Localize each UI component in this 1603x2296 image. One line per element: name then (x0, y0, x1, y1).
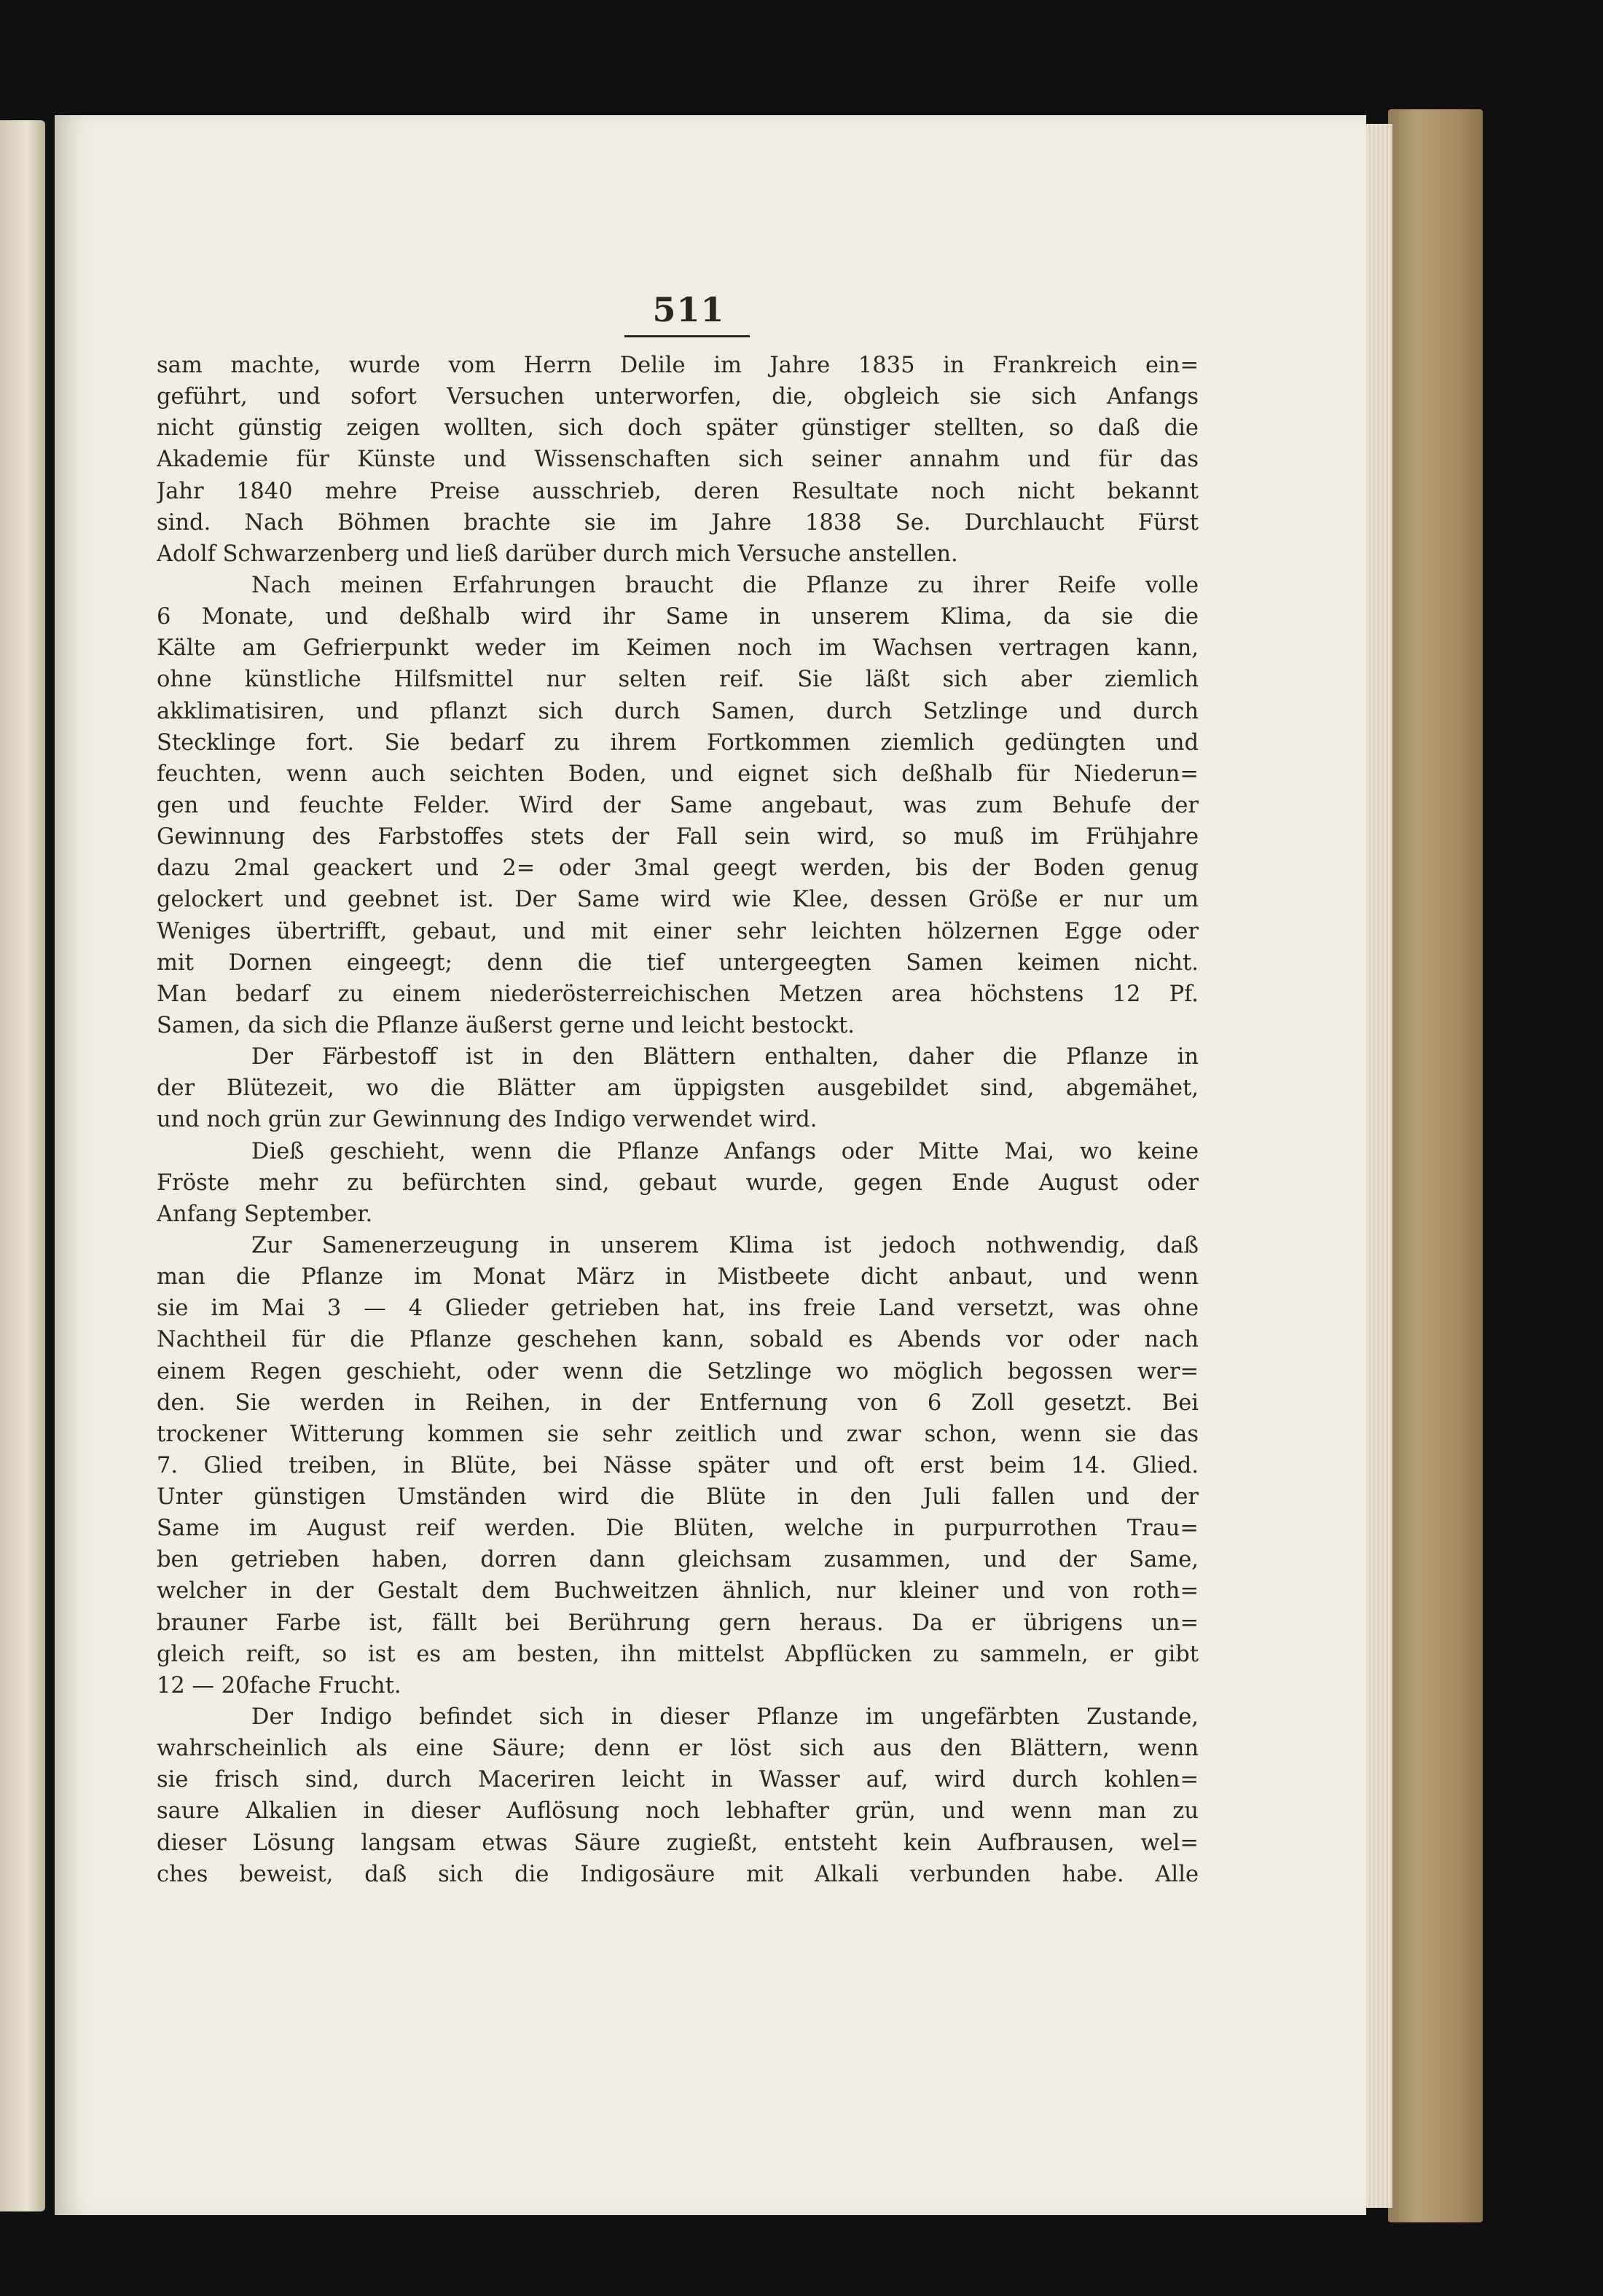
text-line: trockener Witterung kommen sie sehr zeitlich und zwar schon, wenn sie das (157, 1421, 1199, 1447)
text-line: Gewinnung des Farbstoffes stets der Fall sein wird, so muß im Frühjahre (157, 824, 1199, 850)
page-number-rule (624, 335, 750, 337)
page-number: 511 (652, 290, 725, 329)
text-line: sind. Nach Böhmen brachte sie im Jahre 1838 Se. Durchlaucht Fürst (157, 509, 1199, 536)
text-line: akklimatisiren, und pflanzt sich durch Samen, durch Setzlinge und durch (157, 698, 1199, 724)
book-page (55, 115, 1366, 2215)
text-line: gelockert und geebnet ist. Der Same wird wie Klee, dessen Größe er nur um (157, 887, 1199, 913)
text-line: Anfang September. (157, 1201, 373, 1227)
text-line: gleich reift, so ist es am besten, ihn mittelst Abpflücken zu sammeln, er gibt (157, 1641, 1199, 1667)
text-line: Der Indigo befindet sich in dieser Pflanze im ungefärbten Zustande, (251, 1704, 1199, 1731)
text-line: 12 — 20fache Frucht. (157, 1672, 401, 1699)
text-line: ben getrieben haben, dorren dann gleichsam zusammen, und der Same, (157, 1547, 1199, 1573)
text-line: sam machte, wurde vom Herrn Delile im Jahre 1835 in Frankreich ein= (157, 353, 1199, 378)
text-line: man die Pflanze im Monat März in Mistbeete dicht anbaut, und wenn (157, 1264, 1199, 1290)
text-line: den. Sie werden in Reihen, in der Entfernung von 6 Zoll gesetzt. Bei (157, 1390, 1199, 1416)
text-line: geführt, und sofort Versuchen unterworfen, die, obgleich sie sich Anfangs (157, 384, 1199, 410)
text-line: sie im Mai 3 — 4 Glieder getrieben hat, ins freie Land versetzt, was ohne (157, 1296, 1199, 1322)
text-line: Jahr 1840 mehre Preise ausschrieb, deren Resultate noch nicht bekannt (157, 478, 1199, 504)
text-line: dazu 2mal geackert und 2= oder 3mal geegt werden, bis der Boden genug (157, 855, 1199, 882)
text-line: Stecklinge fort. Sie bedarf zu ihrem Fortkommen ziemlich gedüngten und (157, 729, 1199, 756)
text-line: 7. Glied treiben, in Blüte, bei Nässe später und oft erst beim 14. Glied. (157, 1452, 1199, 1478)
text-line: mit Dornen eingeegt; denn die tief untergeegten Samen keimen nicht. (157, 949, 1199, 976)
text-line: nicht günstig zeigen wollten, sich doch später günstiger stellten, so daß die (157, 415, 1199, 442)
text-line: wahrscheinlich als eine Säure; denn er löst sich aus den Blättern, wenn (157, 1736, 1199, 1762)
text-line: einem Regen geschieht, oder wenn die Setzlinge wo möglich begossen wer= (157, 1358, 1199, 1384)
text-line: sie frisch sind, durch Maceriren leicht in Wasser auf, wird durch kohlen= (157, 1767, 1199, 1793)
text-line: und noch grün zur Gewinnung des Indigo verwendet wird. (157, 1107, 818, 1133)
text-line: saure Alkalien in dieser Auflösung noch lebhafter grün, und wenn man zu (157, 1798, 1199, 1825)
text-line: Nachtheil für die Pflanze geschehen kann, sobald es Abends vor oder nach (157, 1327, 1199, 1353)
text-line: Der Färbestoff ist in den Blättern enthalten, daher die Pflanze in (251, 1044, 1199, 1070)
book-cover-edge (1388, 109, 1483, 2222)
text-line: Man bedarf zu einem niederösterreichischen Metzen area höchstens 12 Pf. (157, 981, 1199, 1007)
text-line: 6 Monate, und deßhalb wird ihr Same in unserem Klima, da sie die (157, 604, 1199, 630)
text-line: Zur Samenerzeugung in unserem Klima ist jedoch nothwendig, daß (251, 1232, 1199, 1258)
text-line: Samen, da sich die Pflanze äußerst gerne und leicht bestockt. (157, 1012, 855, 1038)
text-line: feuchten, wenn auch seichten Boden, und eignet sich deßhalb für Niederun= (157, 761, 1199, 787)
text-line: welcher in der Gestalt dem Buchweitzen ähnlich, nur kleiner und von roth= (157, 1578, 1199, 1605)
text-line: dieser Lösung langsam etwas Säure zugießt, entsteht kein Aufbrausen, wel= (157, 1830, 1199, 1856)
text-line: Kälte am Gefrierpunkt weder im Keimen noch im Wachsen vertragen kann, (157, 635, 1199, 662)
text-line: Same im August reif werden. Die Blüten, welche in purpurrothen Trau= (157, 1516, 1199, 1542)
text-line: gen und feuchte Felder. Wird der Same angebaut, was zum Behufe der (157, 792, 1199, 818)
left-page-edge (0, 120, 45, 2211)
text-line: Fröste mehr zu befürchten sind, gebaut wurde, gegen Ende August oder (157, 1169, 1199, 1196)
text-line: ohne künstliche Hilfsmittel nur selten reif. Sie läßt sich aber ziemlich (157, 667, 1199, 693)
body-text (157, 350, 1199, 1890)
text-line: ches beweist, daß sich die Indigosäure mit Alkali verbunden habe. Alle (157, 1861, 1199, 1887)
text-line: Weniges übertrifft, gebaut, und mit einer sehr leichten hölzernen Egge oder (157, 918, 1199, 944)
text-line: Dieß geschieht, wenn die Pflanze Anfangs oder Mitte Mai, wo keine (251, 1138, 1199, 1164)
text-line: Akademie für Künste und Wissenschaften sich seiner annahm und für das (157, 447, 1199, 473)
text-line: brauner Farbe ist, fällt bei Berührung gern heraus. Da er übrigens un= (157, 1610, 1199, 1636)
text-line: Nach meinen Erfahrungen braucht die Pflanze zu ihrer Reife volle (251, 572, 1199, 598)
text-line: Adolf Schwarzenberg und ließ darüber durch mich Versuche anstellen. (157, 541, 958, 567)
text-line: Unter günstigen Umständen wird die Blüte in den Juli fallen und der (157, 1484, 1199, 1511)
text-line: der Blütezeit, wo die Blätter am üppigsten ausgebildet sind, abgemähet, (157, 1075, 1199, 1102)
